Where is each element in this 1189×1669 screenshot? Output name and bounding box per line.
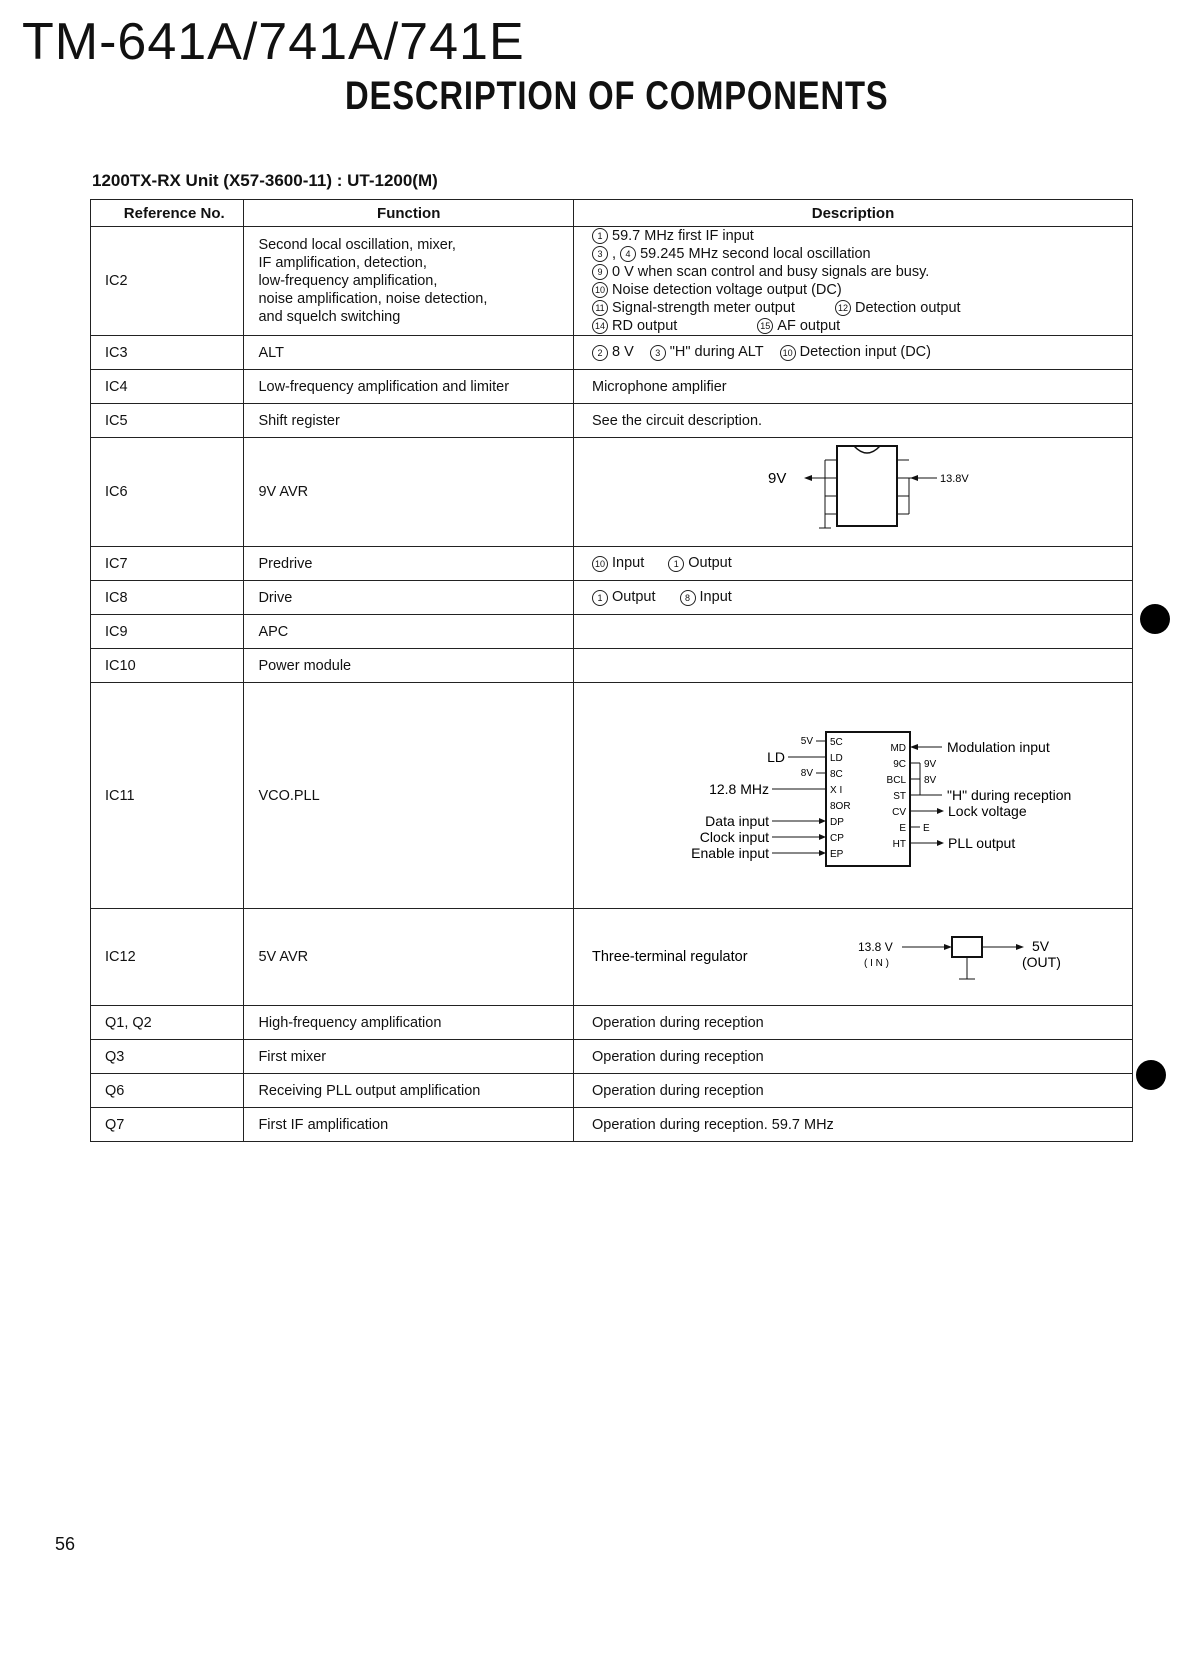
arrow-right-icon	[819, 834, 826, 840]
ref-cell: IC3	[91, 336, 244, 370]
function-line: IF amplification, detection,	[258, 255, 427, 271]
description-cell	[574, 581, 1133, 615]
in-voltage-label: 13.8V	[940, 473, 969, 485]
function-line: noise amplification, noise detection,	[258, 291, 488, 307]
function-line: and squelch switching	[258, 309, 401, 325]
function-cell: Power module	[244, 649, 574, 683]
desc-part: "H" during ALT	[669, 344, 764, 361]
unit-caption: 1200TX-RX Unit (X57-3600-11) : UT-1200(M)	[92, 171, 438, 190]
function-line: Second local oscillation, mixer,	[258, 237, 456, 253]
description-cell: Operation during reception	[574, 1040, 1133, 1074]
function-cell: First mixer	[244, 1040, 574, 1074]
arrow-right-icon	[937, 808, 944, 814]
function-cell: VCO.PLL	[244, 683, 574, 909]
components-table	[90, 199, 1133, 1142]
pin-10-icon: 10	[592, 556, 608, 572]
table-row	[91, 227, 1133, 336]
output-label: (OUT)	[1022, 954, 1061, 970]
description-cell: 1 59.7 MHz first IF input 3 , 4 59.245 MHz second local oscillation 9 0 V when scan control and busy signals are busy. 10 Noise detection voltage output (DC) 11 Signal-strength meter output 12 Detection output 14 RD output 15 AF output	[574, 227, 1133, 336]
input-label: ( I N )	[864, 958, 889, 969]
header-function: Function	[244, 200, 574, 227]
header-reference: Reference No.	[91, 200, 244, 227]
desc-part: Input	[612, 555, 645, 572]
ic6-regulator-diagram	[592, 438, 1132, 542]
regulator-type: Three-terminal regulator	[592, 949, 748, 965]
header-description: Description	[574, 200, 1133, 227]
function-cell: High-frequency amplification	[244, 1006, 574, 1040]
ref-cell: IC11	[91, 683, 244, 909]
pin-label: MD	[890, 742, 906, 754]
table-row	[91, 909, 1133, 1006]
signal-label: "H" during reception	[947, 786, 1072, 803]
signal-label: Data input	[705, 812, 769, 829]
function-cell: 5V AVR	[244, 909, 574, 1006]
desc-line: 59.245 MHz second local oscillation	[640, 246, 871, 262]
desc-part: Input	[699, 589, 732, 606]
pin-4-icon: 4	[620, 246, 636, 262]
pin-3-icon: 3	[592, 246, 608, 262]
description-cell	[574, 438, 1133, 547]
pin-15-icon: 15	[757, 318, 773, 334]
left-pin-labels	[830, 737, 851, 860]
desc-line: 0 V when scan control and busy signals are busy.	[612, 264, 930, 280]
desc-line: Signal-strength meter output	[612, 300, 795, 316]
signal-label: LD	[767, 748, 785, 765]
out-voltage-label: 9V	[768, 470, 787, 487]
signal-label: PLL output	[948, 834, 1016, 851]
pin-label: X I	[830, 784, 843, 796]
description-cell: Microphone amplifier	[574, 370, 1133, 404]
arrow-right-icon	[819, 818, 826, 824]
pin-9-icon: 9	[592, 264, 608, 280]
ref-cell: IC8	[91, 581, 244, 615]
table-header-row	[91, 200, 1133, 227]
arrow-right-icon	[819, 850, 826, 856]
binding-hole-mark	[1136, 1060, 1166, 1090]
desc-line: AF output	[777, 318, 841, 334]
desc-line: Noise detection voltage output (DC)	[612, 282, 842, 298]
model-number: TM-641A/741A/741E	[22, 13, 525, 71]
right-signal-labels	[947, 739, 1071, 851]
pin-2-icon: 2	[592, 345, 608, 361]
desc-part: Output	[612, 589, 656, 606]
signal-label: Enable input	[691, 844, 769, 861]
regulator-box	[952, 937, 982, 957]
description-cell	[574, 909, 1133, 1006]
table-row	[91, 1006, 1133, 1040]
ref-cell: Q6	[91, 1074, 244, 1108]
voltage-label: E	[923, 822, 930, 834]
table-row	[91, 547, 1133, 581]
function-cell: Shift register	[244, 404, 574, 438]
description-cell	[574, 649, 1133, 683]
table-row	[91, 1074, 1133, 1108]
ref-cell: IC6	[91, 438, 244, 547]
ref-cell: IC4	[91, 370, 244, 404]
pin-label: CP	[830, 832, 844, 844]
desc-line: Detection output	[854, 300, 961, 316]
pin-label: 8C	[830, 768, 843, 780]
pin-label: HT	[892, 838, 906, 850]
ic11-vco-pll-diagram	[592, 684, 1132, 904]
ref-cell: Q1, Q2	[91, 1006, 244, 1040]
signal-label: Modulation input	[947, 738, 1050, 755]
page-number: 56	[55, 1534, 76, 1554]
ref-cell: Q7	[91, 1108, 244, 1142]
right-pin-labels	[887, 743, 907, 850]
function-cell: 9V AVR	[244, 438, 574, 547]
right-voltage-labels	[923, 759, 937, 834]
pin-1-icon: 1	[668, 556, 684, 572]
voltage-label: 9V	[924, 758, 937, 770]
arrow-right-icon	[944, 944, 952, 950]
function-cell: Predrive	[244, 547, 574, 581]
pin-label: ST	[893, 790, 906, 802]
pin-1-icon: 1	[592, 228, 608, 244]
pin-12-icon: 12	[835, 300, 851, 316]
left-signal-labels	[691, 749, 785, 861]
pin-1-icon: 1	[592, 590, 608, 606]
ref-cell: IC2	[91, 227, 244, 336]
description-cell: Operation during reception. 59.7 MHz	[574, 1108, 1133, 1142]
description-cell	[574, 547, 1133, 581]
table-row	[91, 336, 1133, 370]
desc-part: 8 V	[612, 344, 634, 361]
function-cell: Receiving PLL output amplification	[244, 1074, 574, 1108]
pin-label: BCL	[886, 774, 906, 786]
function-cell: APC	[244, 615, 574, 649]
function-cell	[244, 227, 574, 336]
input-voltage: 13.8 V	[858, 940, 893, 954]
binding-hole-mark	[1140, 604, 1170, 634]
function-cell: First IF amplification	[244, 1108, 574, 1142]
table-row	[91, 615, 1133, 649]
function-cell: ALT	[244, 336, 574, 370]
pin-3-icon: 3	[650, 345, 666, 361]
pin-14-icon: 14	[592, 318, 608, 334]
signal-label: 12.8 MHz	[709, 780, 769, 797]
signal-label: Lock voltage	[948, 802, 1027, 819]
desc-line: 59.7 MHz first IF input	[612, 228, 754, 244]
function-line: low-frequency amplification,	[258, 273, 438, 289]
description-cell: Operation during reception	[574, 1074, 1133, 1108]
pin-11-icon: 11	[592, 300, 608, 316]
arrow-left-icon	[910, 475, 918, 481]
pin-label: 8OR	[830, 800, 851, 812]
arrow-right-icon	[937, 840, 944, 846]
table-row	[91, 683, 1133, 909]
function-cell: Low-frequency amplification and limiter	[244, 370, 574, 404]
ic-package	[837, 446, 897, 526]
arrow-right-icon	[1016, 944, 1024, 950]
ref-cell: IC7	[91, 547, 244, 581]
table-row	[91, 649, 1133, 683]
description-cell	[574, 683, 1133, 909]
pin-8-icon: 8	[680, 590, 696, 606]
pin-10-icon: 10	[592, 282, 608, 298]
arrow-left-icon	[804, 475, 812, 481]
function-cell: Drive	[244, 581, 574, 615]
output-voltage: 5V	[1032, 938, 1050, 954]
voltage-label: 5V	[800, 735, 813, 747]
desc-part: Detection input (DC)	[799, 344, 931, 361]
input-arrows	[819, 818, 826, 856]
table-row	[91, 1108, 1133, 1142]
desc-part: Output	[688, 555, 732, 572]
voltage-label: 8V	[924, 774, 937, 786]
ref-cell: IC10	[91, 649, 244, 683]
table-row	[91, 1040, 1133, 1074]
signal-label: Clock input	[699, 828, 769, 845]
table-row	[91, 581, 1133, 615]
table-row	[91, 404, 1133, 438]
voltage-label: 8V	[800, 767, 813, 779]
pin-label: CV	[892, 806, 906, 818]
ic-notch	[854, 446, 880, 453]
table-row	[91, 438, 1133, 547]
pin-label: 5C	[830, 736, 843, 748]
pin-label: EP	[830, 848, 844, 860]
ref-cell: IC12	[91, 909, 244, 1006]
pin-10-icon: 10	[780, 345, 796, 361]
arrow-left-icon	[910, 744, 918, 750]
pin-label: E	[899, 822, 906, 834]
description-cell: See the circuit description.	[574, 404, 1133, 438]
pin-label: 9C	[893, 758, 906, 770]
table-row	[91, 370, 1133, 404]
page-title: DESCRIPTION OF COMPONENTS	[345, 74, 889, 118]
ref-cell: IC9	[91, 615, 244, 649]
pin-label: LD	[830, 752, 843, 764]
desc-line: RD output	[612, 318, 678, 334]
description-cell	[574, 615, 1133, 649]
pin-label: DP	[830, 816, 844, 828]
description-cell: Operation during reception	[574, 1006, 1133, 1040]
ref-cell: Q3	[91, 1040, 244, 1074]
ref-cell: IC5	[91, 404, 244, 438]
ic12-regulator-diagram	[592, 909, 1132, 1001]
description-cell	[574, 336, 1133, 370]
